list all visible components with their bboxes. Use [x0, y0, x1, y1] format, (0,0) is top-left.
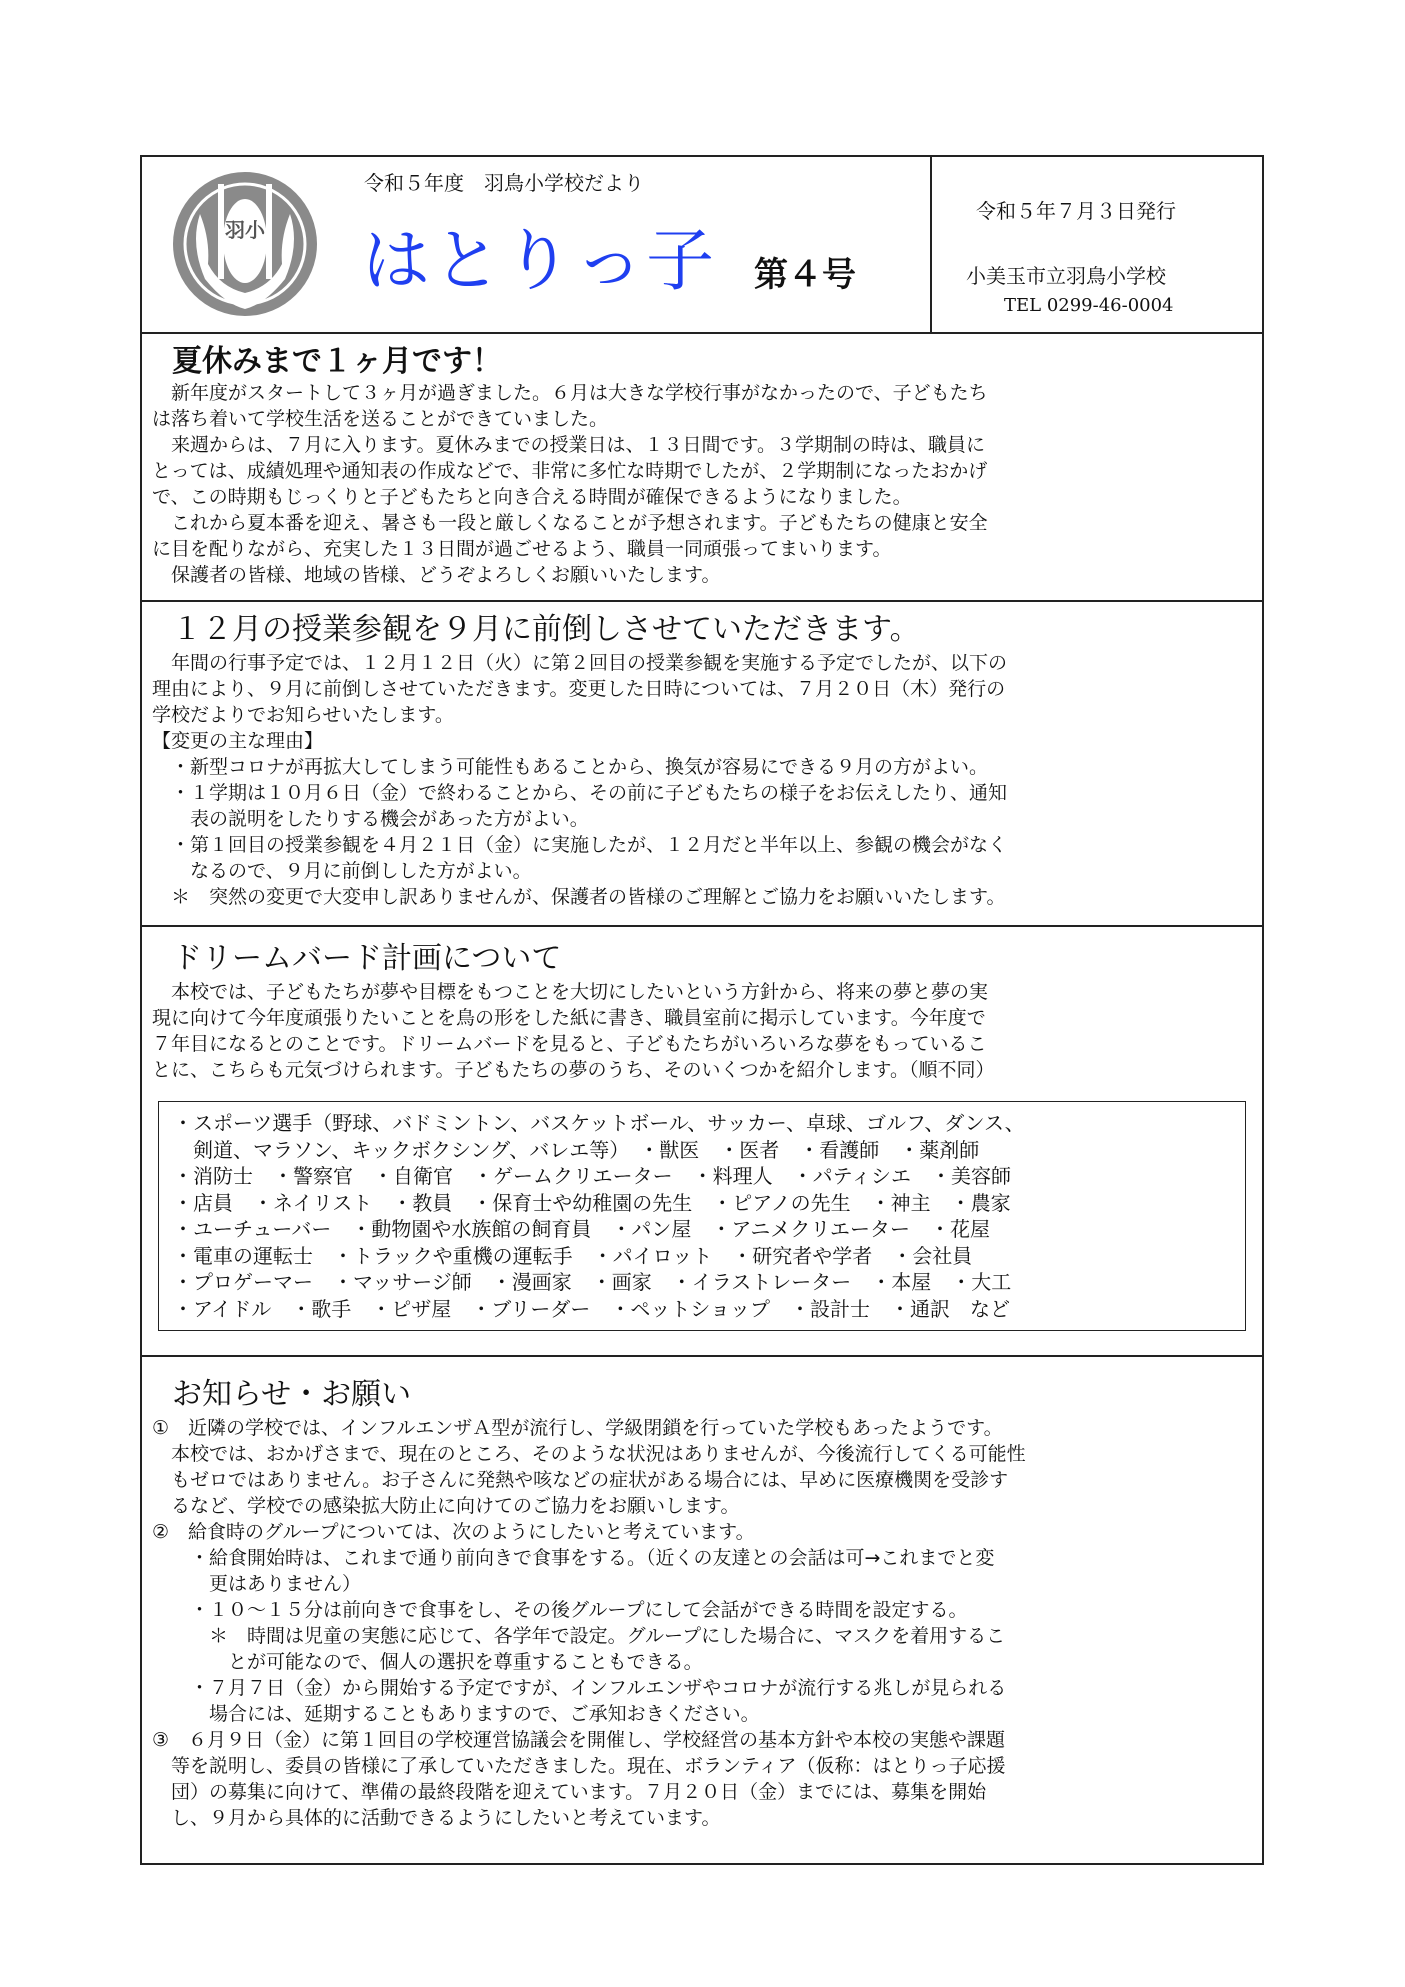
paragraph-line: 年間の行事予定では、１２月１２日（火）に第２回目の授業参観を実施する予定でしたが、以下の: [152, 652, 1008, 674]
paragraph-line: に目を配りながら、充実した１３日間が過ごせるよう、職員一同頑張ってまいります。: [152, 538, 892, 560]
paragraph-line: 場合には、延期することもありますので、ご承知おきください。: [152, 1703, 760, 1725]
paragraph-line: 団）の募集に向けて、準備の最終段階を迎えています。７月２０日（金）までには、募集を開始: [152, 1781, 987, 1803]
dream-list-line: ・電車の運転士 ・トラックや重機の運転手 ・パイロット ・研究者や学者 ・会社員: [173, 1243, 973, 1268]
paragraph-line: 現に向けて今年度頑張りたいことを鳥の形をした紙に書き、職員室前に掲示しています。今年度で: [152, 1007, 986, 1029]
paragraph-line: ・新型コロナが再拡大してしまう可能性もあることから、換気が容易にできる９月の方がよい。: [152, 756, 989, 778]
paragraph-line: 表の説明をしたりする機会があった方がよい。: [152, 808, 589, 830]
paragraph-line: 保護者の皆様、地域の皆様、どうぞよろしくお願いいたします。: [152, 564, 721, 586]
paragraph-line: ＊ 突然の変更で大変申し訳ありませんが、保護者の皆様のご理解とご協力をお願いいたします。: [152, 886, 1006, 908]
paragraph-line: 本校では、おかげさまで、現在のところ、そのような状況はありませんが、今後流行してくる可能性: [152, 1443, 1026, 1465]
dream-list-line: 剣道、マラソン、キックボクシング、バレエ等） ・獣医 ・医者 ・看護師 ・薬剤師: [173, 1137, 980, 1162]
section-dreambird: [142, 927, 1262, 1357]
paragraph-line: し、９月から具体的に活動できるようにしたいと考えています。: [152, 1807, 721, 1829]
paragraph-line: ・１学期は１０月６日（金）で終わることから、その前に子どもたちの様子をお伝えしたり、通知: [152, 782, 1008, 804]
issue-number: 第４号: [754, 255, 856, 295]
section-title: お知らせ・お願い: [172, 1377, 412, 1412]
paragraph-line: 本校では、子どもたちが夢や目標をもつことを大切にしたいという方針から、将来の夢と夢の実: [152, 981, 989, 1003]
section-title: １２月の授業参観を９月に前倒しさせていただきます。: [172, 612, 920, 647]
header-divider: [930, 157, 932, 332]
dream-list-line: ・消防士 ・警察官 ・自衛官 ・ゲームクリエーター ・料理人 ・パティシエ ・美容師: [173, 1164, 1011, 1188]
paragraph-line: 等を説明し、委員の皆様に了承していただきました。現在、ボランティア（仮称：はとりっ子応援: [152, 1755, 1006, 1777]
section-body: [152, 1415, 1252, 1831]
paragraph-line: なるので、９月に前倒しした方がよい。: [152, 860, 532, 882]
paragraph-line: 新年度がスタートして３ヶ月が過ぎました。６月は大きな学校行事がなかったので、子どもたち: [152, 382, 988, 404]
paragraph-line: もゼロではありません。お子さんに発熱や咳などの症状がある場合には、早めに医療機関を受診す: [152, 1469, 1009, 1491]
newsletter-title: はとりっ子: [362, 222, 718, 301]
dream-list-line: ・店員 ・ネイリスト ・教員 ・保育士や幼稚園の先生 ・ピアノの先生 ・神主 ・農家: [173, 1190, 1011, 1215]
dream-list-line: ・プロゲーマー ・マッサージ師 ・漫画家 ・画家 ・イラストレーター ・本屋 ・大工: [173, 1270, 1012, 1294]
paragraph-line: ② 給食時のグループについては、次のようにしたいと考えています。: [152, 1521, 755, 1543]
section-body: [152, 650, 1252, 910]
paragraph-line: とが可能なので、個人の選択を尊重することもできる。: [152, 1651, 703, 1673]
paragraph-line: ・第１回目の授業参観を４月２１日（金）に実施したが、１２月だと半年以上、参観の機会がなく: [152, 834, 1008, 856]
section-body: [152, 380, 1252, 588]
paragraph-line: ③ ６月９日（金）に第１回目の学校運営協議会を開催し、学校経営の基本方針や本校の実態や課題: [152, 1729, 1006, 1751]
paragraph-line: ・７月７日（金）から開始する予定ですが、インフルエンザやコロナが流行する兆しが見られる: [152, 1677, 1007, 1699]
school-emblem-logo: [170, 169, 320, 319]
section-body: [152, 979, 1252, 1083]
paragraph-line: ・１０～１５分は前向きで食事をし、その後グループにして会話ができる時間を設定する。: [152, 1599, 968, 1621]
dream-list-box: [158, 1101, 1246, 1331]
newsletter-frame: [140, 155, 1264, 1865]
section-title: 夏休みまで１ヶ月です！: [172, 344, 502, 379]
school-tel: TEL 0299-46-0004: [1004, 295, 1174, 316]
section-title: ドリームバード計画について: [172, 941, 562, 976]
paragraph-line: 理由により、９月に前倒しさせていただきます。変更した日時については、７月２０日（木）発行の: [152, 678, 1006, 700]
paragraph-line: ① 近隣の学校では、インフルエンザＡ型が流行し、学級閉鎖を行っていた学校もあったようです。: [152, 1417, 1003, 1439]
section-notice: [142, 1357, 1262, 1863]
paragraph-line: ＊ 時間は児童の実態に応じて、各学年で設定。グループにした場合に、マスクを着用するこ: [152, 1625, 1006, 1647]
logo-text: 羽小: [225, 218, 265, 242]
paragraph-line: るなど、学校での感染拡大防止に向けてのご協力をお願いします。: [152, 1495, 740, 1517]
issue-date: 令和５年７月３日発行: [976, 199, 1176, 223]
school-name: 小美玉市立羽鳥小学校: [966, 264, 1166, 288]
newsletter-header: [142, 157, 1262, 334]
dream-list-line: ・スポーツ選手（野球、バドミントン、バスケットボール、サッカー、卓球、ゴルフ、ダンス、: [173, 1111, 1025, 1135]
paragraph-line: とっては、成績処理や通知表の作成などで、非常に多忙な時期でしたが、２学期制になったおかげ: [152, 460, 988, 482]
paragraph-line: ・給食開始時は、これまで通り前向きで食事をする。（近くの友達との会話は可→これまでと変: [152, 1547, 995, 1569]
dream-list-line: ・アイドル ・歌手 ・ピザ屋 ・ブリーダー ・ペットショップ ・設計士 ・通訳 など: [173, 1296, 1010, 1321]
section-summer: [142, 332, 1262, 602]
paragraph-line: とに、こちらも元気づけられます。子どもたちの夢のうち、そのいくつかを紹介します。（順不同）: [152, 1059, 995, 1081]
section-observation: [142, 602, 1262, 927]
paragraph-line: 更はありません）: [152, 1573, 362, 1595]
paragraph-line: 【変更の主な理由】: [152, 730, 324, 752]
dream-list-line: ・ユーチューバー ・動物園や水族館の飼育員 ・パン屋 ・アニメクリエーター ・花屋: [173, 1217, 990, 1241]
paragraph-line: 学校だよりでお知らせいたします。: [152, 704, 454, 726]
newsletter-subtitle: 令和５年度 羽鳥小学校だより: [364, 171, 644, 195]
paragraph-line: は落ち着いて学校生活を送ることができていました。: [152, 408, 609, 430]
paragraph-line: ７年目になるとのことです。ドリームバードを見ると、子どもたちがいろいろな夢をもっているこ: [152, 1033, 987, 1055]
paragraph-line: で、この時期もじっくりと子どもたちと向き合える時間が確保できるようになりました。: [152, 486, 912, 508]
paragraph-line: 来週からは、７月に入ります。夏休みまでの授業日は、１３日間です。３学期制の時は、職員に: [152, 434, 985, 456]
paragraph-line: これから夏本番を迎え、暑さも一段と厳しくなることが予想されます。子どもたちの健康と安全: [152, 512, 988, 534]
